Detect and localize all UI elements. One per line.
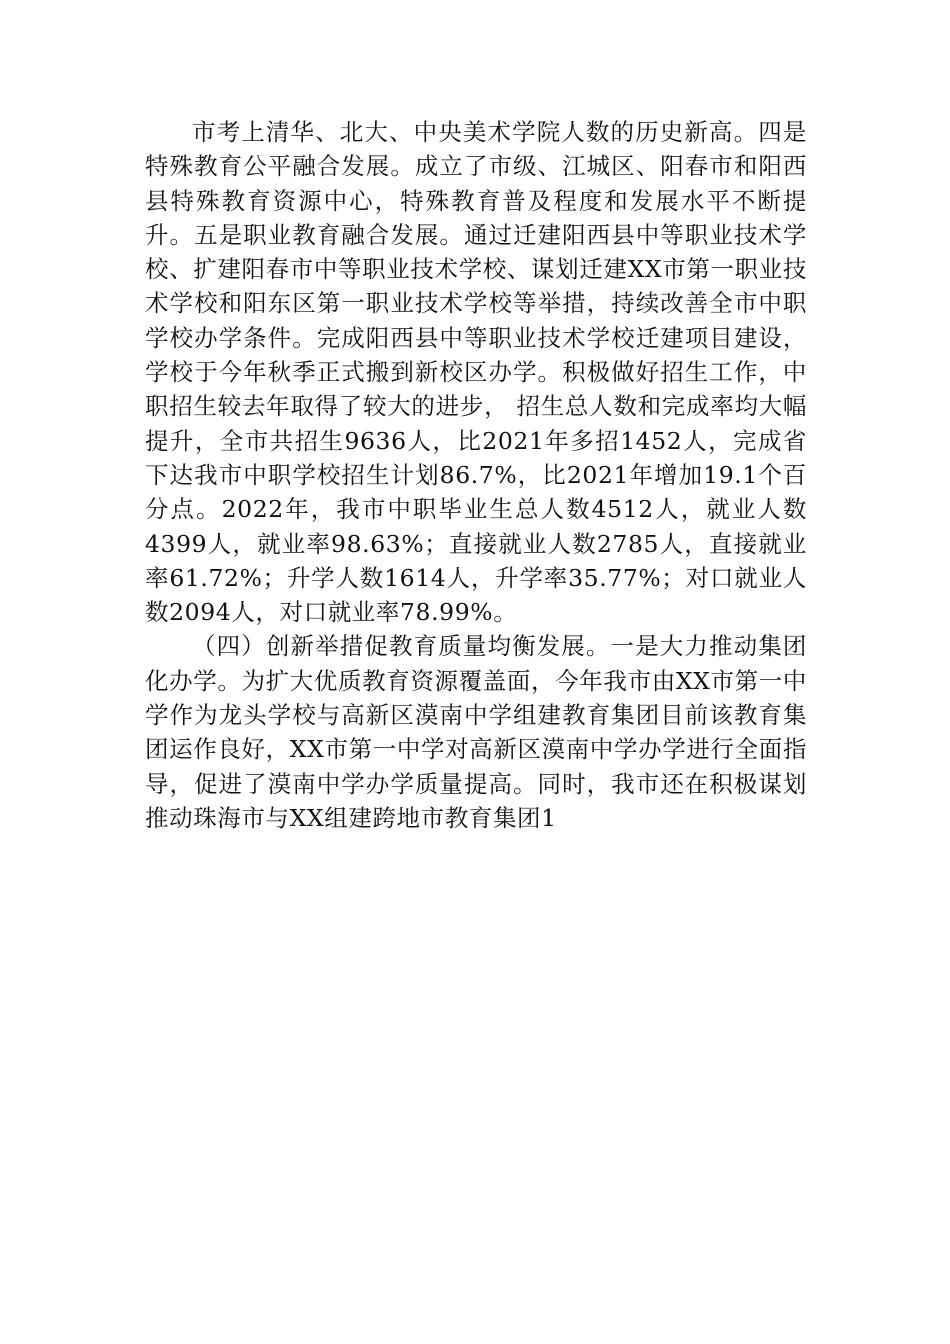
paragraph-education-quality: （四）创新举措促教育质量均衡发展。一是大力推动集团化办学。为扩大优质教育资源覆盖面，今年我市由XX市第一中学作为龙头学校与高新区漠南中学组建教育集团目前该教育集团运作良好，XX市第一中学对高新区漠南中学办学进行全面指导，促进了漠南中学办学质量提高。同时，我市还在积极谋划推动珠海市与XX组建跨地市教育集团1 [145,632,807,832]
document-body [145,115,807,835]
paragraph-vocational-education: 市考上清华、北大、中央美术学院人数的历史新高。四是特殊教育公平融合发展。成立了市级、江城区、阳春市和阳西县特殊教育资源中心，特殊教育普及程度和发展水平不断提升。五是职业教育融合发展。通过迁建阳西县中等职业技术学校、扩建阳春市中等职业技术学校、谋划迁建XX市第一职业技术学校和阳东区第一职业技术学校等举措，持续改善全市中职学校办学条件。完成阳西县中等职业技术学校迁建项目建设，学校于今年秋季正式搬到新校区办学。积极做好招生工作，中职招生较去年取得了较大的进步， 招生总人数和完成率均大幅提升，全市共招生9636人，比2021年多招1452人，完成省下达我市中职学校招生计划86.7%，比2021年增加19.1个百分点。2022年，我市中职毕业生总人数4512人，就业人数4399人，就业率98.63%；直接就业人数2785人，直接就业率61.72%；升学人数1614人，升学率35.77%；对口就业人数2094人，对口就业率78.99%。 [145,118,807,627]
